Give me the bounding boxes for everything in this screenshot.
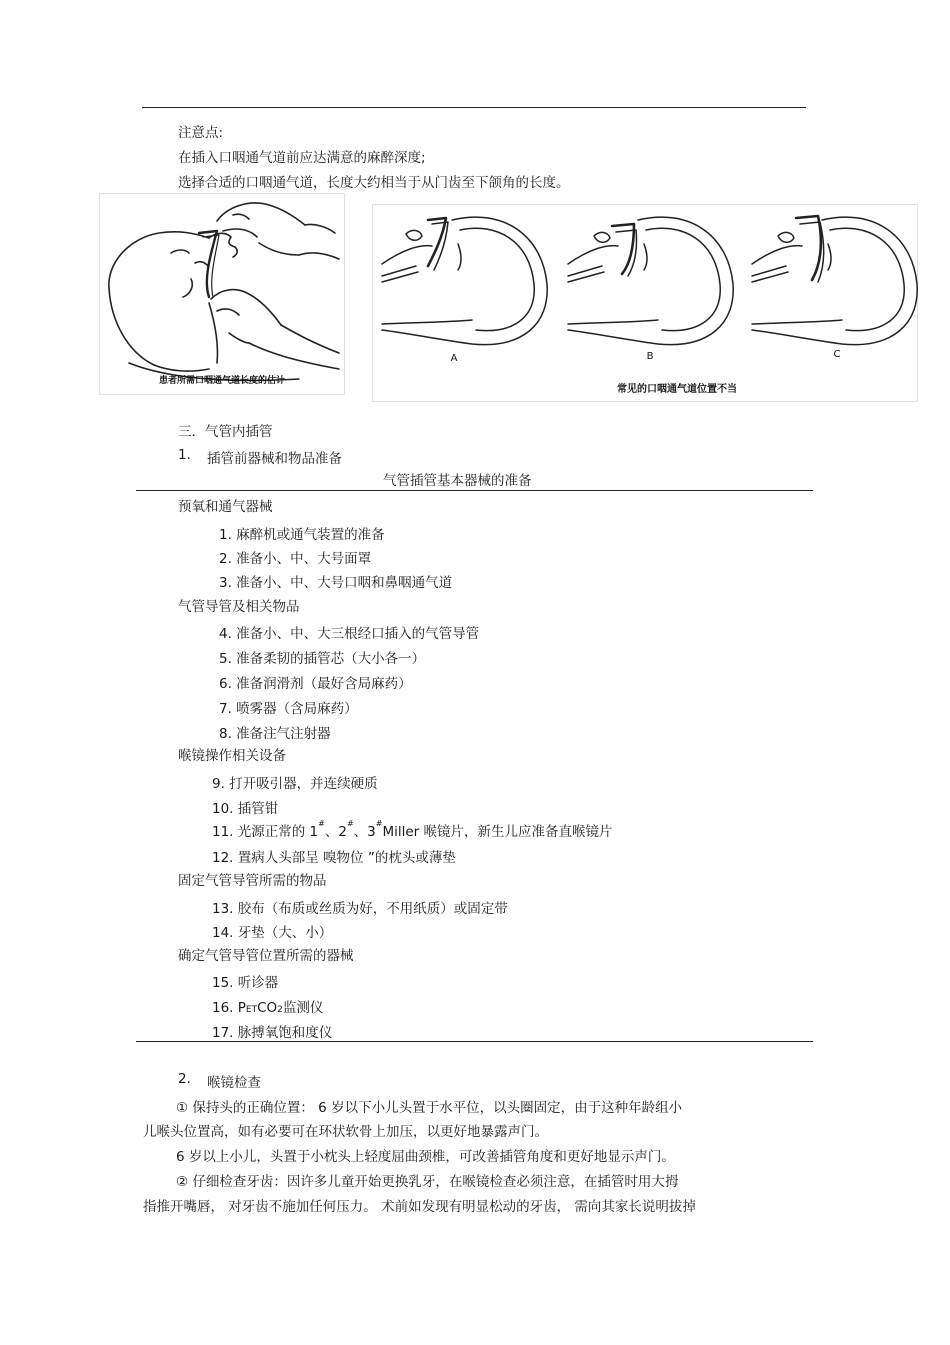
group-label: 预氧和通气器械 — [178, 499, 273, 515]
table-item: 6. 准备润滑剂（最好含局麻药） — [219, 676, 412, 692]
panel-b-label: B — [646, 351, 654, 362]
item-16-sub: 2 — [277, 1005, 283, 1015]
group-label: 固定气管导管所需的物品 — [178, 873, 327, 889]
section-2-paragraph-2: 6 岁以上小儿，头置于小枕头上轻度屈曲颈椎，可改善插管角度和更好地显示声门。 — [176, 1149, 675, 1165]
panel-a-label: A — [450, 353, 458, 364]
item-11-sup-3: # — [375, 819, 383, 828]
item-11-mid-2: 、3 — [353, 824, 376, 840]
item-16-prefix: 16. P — [212, 1000, 246, 1016]
item-16-suffix: 监测仪 — [282, 1000, 324, 1016]
item-16-small: ET — [245, 1005, 258, 1015]
item-11-suffix: Miller 喉镜片，新生儿应准备直喉镜片 — [382, 824, 613, 840]
table-item: 1. 麻醉机或通气装置的准备 — [219, 527, 385, 543]
item-11-mid-1: 、2 — [324, 824, 347, 840]
group-label: 确定气管导管位置所需的器械 — [178, 948, 354, 964]
airway-length-figure — [99, 193, 345, 395]
table-item: 12. 置病人头部呈 嗅物位 ”的枕头或薄垫 — [212, 850, 456, 866]
table-bottom-rule — [136, 1041, 813, 1042]
item-11-sup-2: # — [346, 819, 354, 828]
table-item: 5. 准备柔韧的插管芯（大小各一） — [219, 651, 426, 667]
item-16-co: CO — [257, 1000, 278, 1016]
section-2-paragraph-3-line-2: 指推开嘴唇， 对牙齿不施加任何压力。 术前如发现有明显松动的牙齿， 需向其家长说明拔掉 — [143, 1199, 696, 1215]
table-item: 4. 准备小、中、大三根经口插入的气管导管 — [219, 626, 480, 642]
table-item: 15. 听诊器 — [212, 975, 279, 991]
notes-line-1: 在插入口咽通气道前应达满意的麻醉深度; — [178, 150, 426, 166]
section-2-title: 喉镜检查 — [207, 1075, 261, 1091]
notes-heading: 注意点: — [178, 125, 224, 141]
top-rule — [142, 107, 806, 108]
section-2-paragraph-1-line-1: ① 保持头的正确位置： 6 岁以下小儿头置于水平位，以头圈固定，由于这种年龄组小 — [176, 1100, 683, 1116]
section-2-paragraph-3-line-1: ② 仔细检查牙齿：因许多儿童开始更换乳牙，在喉镜检查必须注意，在插管时用大拇 — [176, 1174, 679, 1190]
airway-length-illustration — [99, 193, 345, 395]
table-top-rule — [136, 490, 813, 491]
item-11-prefix: 11. 光源正常的 1 — [212, 824, 319, 840]
section-3-item-number: 1. — [178, 447, 191, 463]
table-item-11 — [212, 820, 613, 840]
notes-line-2: 选择合适的口咽通气道，长度大约相当于从门齿至下颌角的长度。 — [178, 175, 570, 191]
section-3-item-text: 插管前器械和物品准备 — [207, 451, 342, 467]
table-item: 17. 脉搏氧饱和度仪 — [212, 1025, 333, 1041]
section-3-title: 三．气管内插管 — [178, 424, 273, 440]
table-item: 14. 牙垫（大、小） — [212, 925, 333, 941]
airway-length-caption: 患者所需口咽通气道长度的估计 — [158, 376, 286, 386]
airway-position-figure — [372, 204, 918, 402]
airway-position-caption: 常见的口咽通气道位置不当 — [617, 384, 737, 395]
section-2-paragraph-1-line-2: 儿喉头位置高，如有必要可在环状软骨上加压，以更好地暴露声门。 — [143, 1124, 548, 1140]
table-item: 7. 喷雾器（含局麻药） — [219, 701, 358, 717]
group-label: 喉镜操作相关设备 — [178, 748, 286, 764]
table-item-16 — [212, 996, 323, 1016]
panel-c-label: C — [833, 349, 841, 360]
table-title: 气管插管基本器械的准备 — [383, 473, 532, 489]
table-item: 3. 准备小、中、大号口咽和鼻咽通气道 — [219, 575, 453, 591]
table-item: 2. 准备小、中、大号面罩 — [219, 551, 372, 567]
item-11-sup-1: # — [318, 819, 325, 828]
group-label: 气管导管及相关物品 — [178, 599, 300, 615]
table-item: 10. 插管钳 — [212, 801, 279, 817]
table-item: 13. 胶布（布质或丝质为好，不用纸质）或固定带 — [212, 901, 508, 917]
table-item: 8. 准备注气注射器 — [219, 726, 331, 742]
table-item: 9. 打开吸引器，并连续硬质 — [212, 776, 378, 792]
section-2-number: 2. — [178, 1071, 191, 1087]
airway-position-illustration — [372, 204, 918, 402]
